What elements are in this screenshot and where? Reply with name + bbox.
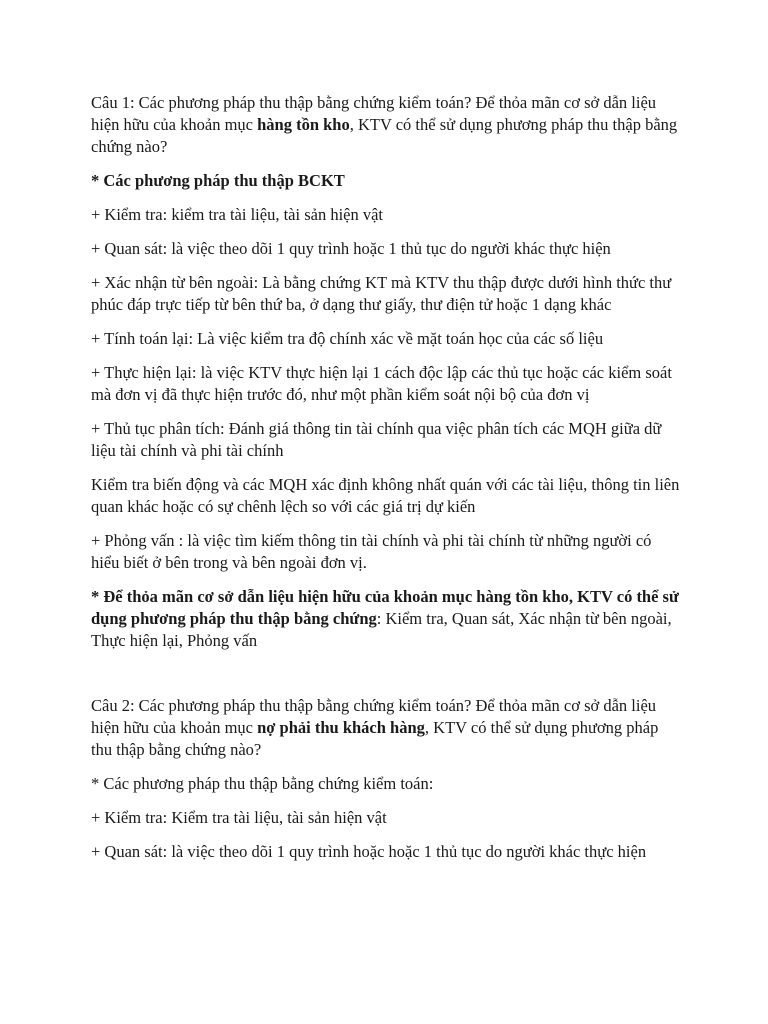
q1-conclusion-bold: * Để thỏa mãn cơ sở dẫn liệu hiện hữu của khoản mục hàng tồn kho, KTV có thể sử dụng phương pháp thu thập bằng chứng [91,587,679,628]
q1-heading [91,170,680,192]
q1-conclusion-rest: : Kiểm tra, Quan sát, Xác nhận từ bên ngoài, Thực hiện lại, Phỏng vấn [91,609,672,650]
q1-item-xac-nhan: + Xác nhận từ bên ngoài: Là bằng chứng KT mà KTV thu thập được dưới hình thức thư phúc đáp trực tiếp từ bên thứ ba, ở dạng thư giấy, thư điện tử hoặc 1 dạng khác [91,273,672,314]
q1-item-tinh-toan-lai: + Tính toán lại: Là việc kiểm tra độ chính xác về mặt toán học của các số liệu [91,329,604,348]
q2-item-kiem-tra: + Kiểm tra: Kiểm tra tài liệu, tài sản hiện vật [91,808,387,827]
q2-question [91,695,680,761]
q2-heading: * Các phương pháp thu thập bằng chứng kiểm toán: [91,774,434,793]
q1-item-kiem-tra: + Kiểm tra: kiểm tra tài liệu, tài sản hiện vật [91,205,384,224]
section-spacer [91,664,680,695]
q1-conclusion [91,586,680,652]
q2-question-part-b: , KTV có thể sử dụng phương pháp thu thập bằng chứng nào? [91,718,659,759]
q1-item-phong-van: + Phỏng vấn : là việc tìm kiếm thông tin tài chính và phi tài chính từ những người có hiểu biết ở bên trong và bên ngoài đơn vị. [91,531,652,572]
q1-heading-text: * Các phương pháp thu thập BCKT [91,171,345,190]
q1-item-kiem-tra-bien-dong: Kiểm tra biến động và các MQH xác định không nhất quán với các tài liệu, thông tin liên quan khác hoặc có sự chênh lệch so với các giá trị dự kiến [91,475,680,516]
q1-item-thu-tuc-phan-tich: + Thủ tục phân tích: Đánh giá thông tin tài chính qua việc phân tích các MQH giữa dữ liệu tài chính và phi tài chính [91,419,662,460]
q2-question-bold: nợ phải thu khách hàng [257,718,425,737]
q1-item-quan-sat: + Quan sát: là việc theo dõi 1 quy trình hoặc 1 thủ tục do người khác thực hiện [91,239,611,258]
q2-item-quan-sat: + Quan sát: là việc theo dõi 1 quy trình hoặc hoặc 1 thủ tục do người khác thực hiện [91,842,647,861]
q1-question-part-a: Câu 1: Các phương pháp thu thập bằng chứng kiểm toán? Để thỏa mãn cơ sở dẫn liệu hiện hữu của khoản mục [91,93,657,134]
q1-question-bold: hàng tồn kho [257,115,350,134]
q1-question-part-b: , KTV có thể sử dụng phương pháp thu thập bằng chứng nào? [91,115,678,156]
q1-question [91,92,680,158]
q1-item-thuc-hien-lai: + Thực hiện lại: là việc KTV thực hiện lại 1 cách độc lập các thủ tục hoặc các kiểm soát mà đơn vị đã thực hiện trước đó, như một phần kiểm soát nội bộ của đơn vị [91,363,672,404]
q2-question-part-a: Câu 2: Các phương pháp thu thập bằng chứng kiểm toán? Để thỏa mãn cơ sở dẫn liệu hiện hữu của khoản mục [91,696,657,737]
